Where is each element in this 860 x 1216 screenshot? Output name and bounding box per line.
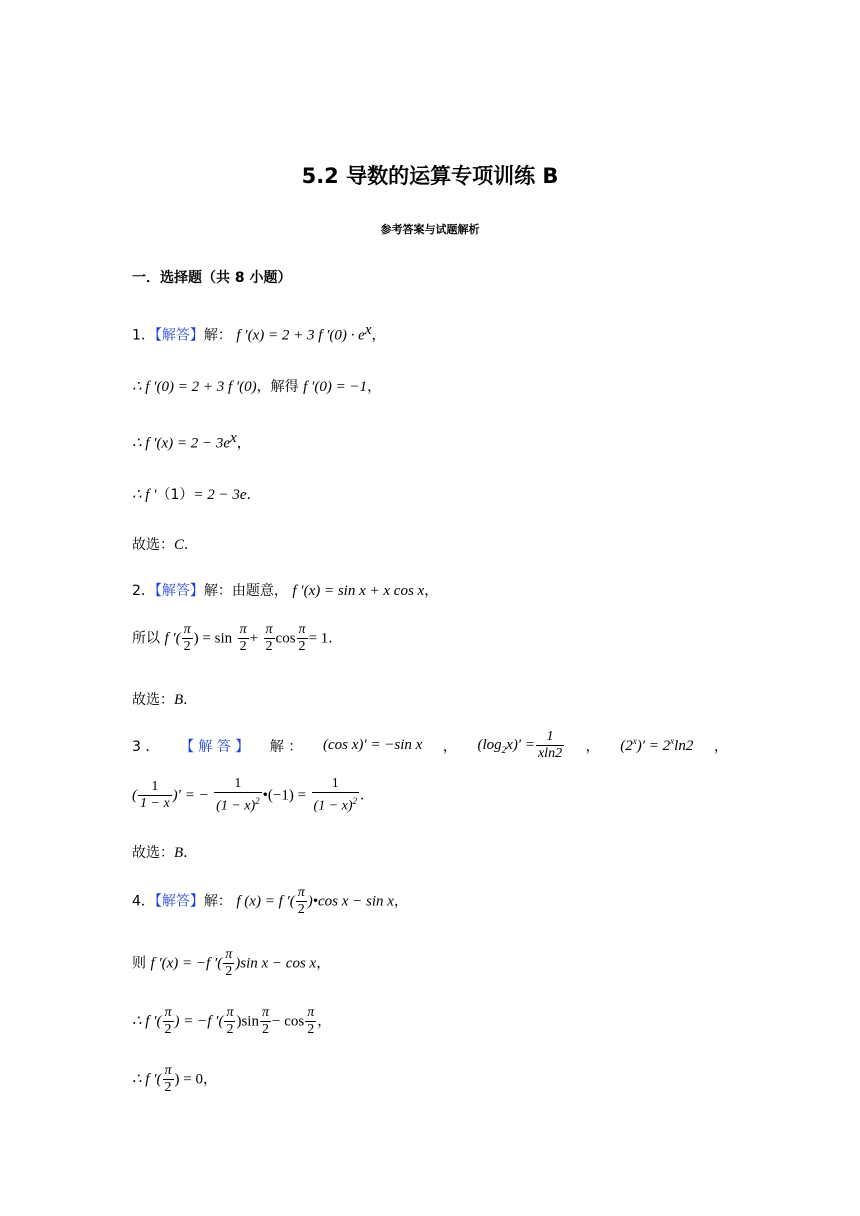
q1-eq4-value: = 2 − 3e [193, 487, 247, 503]
q4-line3 [132, 1005, 331, 1038]
q1-choice-end: ． [184, 537, 199, 553]
q3-cos-derivative: (cos x)′ = −sin x [322, 737, 423, 753]
q4-eq1-a: f (x) = f ′( [236, 893, 295, 910]
q3-line1 [132, 729, 728, 762]
q3-fraction-1-over-xln2 [536, 729, 564, 762]
q4-line1-end: ， [393, 893, 408, 910]
q1-line3 [132, 430, 251, 453]
q1-eq4-prefix: ∴ f ′ [132, 487, 157, 503]
denominator-base: (1 − x) [313, 798, 353, 814]
q3-l2-deriv: )′ = − [172, 787, 209, 804]
frac-denominator: xln2 [537, 746, 563, 761]
frac-numerator: π [298, 622, 306, 637]
q4-fraction-pi-over-2 [163, 1063, 174, 1096]
q3-fraction-1-over-square [312, 776, 360, 815]
q2-choice: B [174, 692, 184, 708]
q4-fraction-pi-over-2 [260, 1005, 271, 1038]
q4-line3-end: ， [317, 1013, 332, 1030]
exp-power: x [632, 736, 637, 746]
exp-power-2: x [670, 736, 675, 746]
q2-answer-tag: 【解答】 [154, 583, 204, 599]
log-base: 2 [501, 744, 507, 755]
q1-choice: C [174, 537, 185, 553]
denominator-base: (1 − x) [216, 798, 256, 814]
q4-number: 4． [132, 893, 155, 910]
frac-denominator: 2 [307, 1022, 315, 1037]
q3-log-derivative [477, 729, 565, 762]
q1-eq4-arg: （1） [156, 487, 194, 503]
frac-denominator: 2 [297, 902, 305, 917]
q1-line4-end: ． [246, 487, 261, 503]
q1-answer-tag: 【解答】 [154, 327, 204, 344]
document-title: 5.2 导数的运算专项训练 B [301, 164, 559, 188]
q2-choice-line [132, 689, 197, 709]
frac-denominator: 2 [225, 964, 233, 979]
q4-fraction-pi-over-2 [296, 885, 307, 918]
frac-numerator: π [265, 622, 273, 637]
frac-numerator: 1 [536, 729, 564, 746]
q3-choice-label: 故选： [132, 845, 174, 861]
q4-line2-end: ， [316, 955, 331, 972]
q1-eq1-end: ， [371, 327, 386, 344]
q2-choice-end: ． [183, 692, 198, 708]
q3-choice-end: ． [183, 845, 198, 861]
q3-sep-2: ， [585, 738, 600, 755]
exp-equals: )′ = 2 [636, 738, 671, 754]
q4-eq1-b: )•cos x − sin x [307, 893, 394, 910]
document-subtitle: 参考答案与试题解析 [380, 223, 480, 236]
q3-answer-tag: 【 解 答 】 [179, 738, 250, 755]
q4-fraction-pi-over-2 [305, 1005, 316, 1038]
q1-eq3-exponent: x [230, 430, 237, 446]
q1-line4 [132, 484, 261, 504]
frac-numerator: π [164, 1063, 172, 1078]
frac-numerator: π [307, 1005, 315, 1020]
q4-answer-tag: 【解答】 [154, 893, 204, 910]
frac-denominator: 1 − x [140, 795, 170, 811]
frac-numerator: 1 [214, 776, 262, 793]
q2-number: 2． [132, 583, 155, 599]
frac-denominator: 2 [164, 1022, 172, 1037]
q1-line1 [132, 322, 385, 345]
frac-numerator: 1 [312, 776, 360, 793]
log-text: (log [477, 736, 502, 753]
q2-line2-end: ． [328, 630, 343, 647]
q1-solution: f ′(0) = −1 [303, 379, 368, 395]
q4-line1 [132, 885, 408, 918]
frac-numerator: π [297, 885, 305, 900]
q4-eq4-b: ) = 0 [174, 1071, 203, 1088]
frac-numerator: π [164, 1005, 172, 1020]
q2-line2 [132, 622, 342, 655]
q2-eq-c: + [249, 630, 259, 647]
q4-eq2-b: )sin x − cos x [235, 955, 317, 972]
log-rest: x)′ = [506, 736, 535, 753]
q3-line2 [132, 776, 374, 815]
denominator-power: 2 [352, 796, 358, 806]
q4-fraction-pi-over-2 [224, 1005, 235, 1038]
q3-choice-line [132, 842, 197, 862]
denominator-power: 2 [255, 796, 260, 806]
frac-numerator: 1 [138, 779, 172, 796]
frac-numerator: π [261, 1005, 269, 1020]
q4-line2 [132, 947, 330, 980]
q2-eq-d: cos [275, 630, 296, 647]
q1-line2 [132, 376, 381, 396]
q2-equation-1: f ′(x) = sin x + x cos x [292, 583, 425, 599]
q2-line1-end: ， [424, 583, 439, 599]
frac-numerator: π [225, 947, 233, 962]
q4-line4 [132, 1063, 217, 1096]
q4-eq4-a: ∴ f ′( [132, 1071, 162, 1088]
q2-fraction-pi-over-2 [297, 622, 308, 655]
q3-exp-derivative [620, 736, 693, 755]
q4-eq3-a: ∴ f ′( [132, 1013, 162, 1030]
frac-denominator: 2 [239, 639, 247, 654]
q1-solve-text: ，解得 [256, 379, 299, 395]
q2-jie: 解：由题意， [203, 583, 288, 599]
frac-numerator: π [239, 622, 247, 637]
q2-eq-b: ) = sin [193, 630, 233, 647]
q2-choice-label: 故选： [132, 692, 174, 708]
q1-choice-line [132, 534, 198, 554]
q2-line1 [132, 580, 438, 600]
frac-numerator: π [226, 1005, 234, 1020]
q1-number: 1． [132, 327, 155, 344]
q3-l2-times: •(−1) = [262, 787, 307, 804]
q2-eq-a: f ′( [164, 630, 181, 647]
exp-ln: ln2 [674, 738, 694, 754]
q3-sep-1: ， [442, 738, 457, 755]
q3-line2-end: ． [360, 787, 375, 804]
q4-fraction-pi-over-2 [163, 1005, 174, 1038]
q1-eq1-exponent: x [364, 322, 372, 338]
q1-jie: 解： [203, 327, 232, 344]
q4-eq3-c: )sin [236, 1013, 259, 1030]
frac-denominator: 2 [298, 639, 306, 654]
q1-line2-end: ， [367, 379, 382, 395]
q3-number: 3 ． [132, 738, 160, 755]
q4-eq3-b: ) = −f ′( [174, 1013, 224, 1030]
q4-then: 则 [132, 955, 146, 972]
q3-choice: B [174, 845, 184, 861]
exp-base: (2 [620, 738, 633, 754]
q1-choice-label: 故选： [132, 537, 174, 553]
q4-fraction-pi-over-2 [223, 947, 234, 980]
q2-fraction-pi-over-2 [264, 622, 275, 655]
frac-denominator [214, 793, 262, 815]
q3-sep-3: ， [713, 738, 728, 755]
q3-l2-open: ( [132, 787, 137, 804]
q1-equation-1: f ′(x) = 2 + 3 f ′(0) · e [236, 327, 365, 344]
q1-equation-2: ∴ f ′(0) = 2 + 3 f ′(0) [132, 379, 257, 395]
q2-fraction-pi-over-2 [238, 622, 249, 655]
frac-denominator: 2 [265, 639, 273, 654]
frac-denominator [312, 793, 360, 815]
frac-denominator: 2 [164, 1080, 172, 1095]
q3-jie: 解 ： [269, 738, 303, 755]
q1-line3-end: ， [236, 435, 251, 452]
q4-eq2-a: f ′(x) = −f ′( [150, 955, 223, 972]
q1-equation-3: ∴ f ′(x) = 2 − 3e [132, 435, 231, 452]
frac-denominator: 2 [183, 639, 191, 654]
q4-eq3-d: − cos [271, 1013, 305, 1030]
q2-so: 所以 [132, 630, 160, 647]
q4-line4-end: ， [202, 1071, 217, 1088]
q2-fraction-pi-over-2 [182, 622, 193, 655]
q3-fraction-1-over-1-minus-x [138, 779, 172, 812]
section-heading: 一．选择题（共 8 小题） [132, 270, 292, 286]
frac-denominator: 2 [261, 1022, 269, 1037]
frac-denominator: 2 [226, 1022, 234, 1037]
q2-eq-e: = 1 [308, 630, 329, 647]
q4-jie: 解： [203, 893, 232, 910]
q3-fraction-1-over-square [214, 776, 262, 815]
frac-numerator: π [183, 622, 191, 637]
